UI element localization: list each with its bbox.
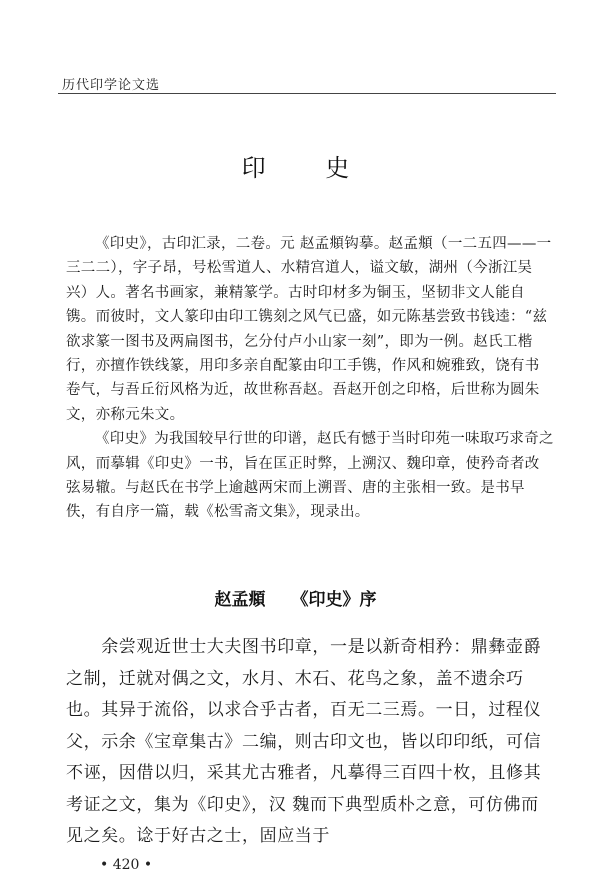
section-title-work: 《印史》序: [291, 590, 377, 610]
header-rule: [58, 93, 556, 94]
section-title-author: 赵孟頫: [214, 590, 266, 610]
intro-section: [66, 232, 554, 525]
body-section: [66, 632, 554, 853]
section-title: [0, 585, 591, 610]
intro-paragraph-1: 《印史》，古印汇录，二卷。元 赵孟頫钩摹。赵孟頫（一二五四——一三二二），字子昂，号松雪道人、水精宫道人，谥文敏，湖州（今浙江吴兴）人。著名书画家，兼精篆学。古时印材多为铜玉，坚韧非文人能自镌。而彼时，文人篆印由印工镌刻之风气已盛，如元陈基尝致书钱逵：“兹欲求篆一图书及两扁图书，乞分付卢小山家一刻”，即为一例。赵氏工楷行，亦擅作铁线篆，用印多亲自配篆由印工手镌，作风和婉雅致，饶有书卷气，与吾丘衍风格为近，故世称吾赵。吾赵开创之印格，后世称为圆朱文，亦称元朱文。: [66, 236, 552, 423]
running-head: 历代印学论文选: [62, 78, 161, 93]
page-number: • 420 •: [100, 857, 153, 873]
page-title: 印 史: [241, 154, 376, 182]
intro-paragraph-2: 《印史》为我国较早行世的印谱，赵氏有憾于当时印苑一味取巧求奇之风，而摹辑《印史》一书，旨在匡正时弊，上溯汉、魏印章，使矜奇者改弦易辙。与赵氏在书学上逾越两宋而上溯晋、唐的主张相一致。是书早佚，有自序一篇，载《松雪斋文集》，现录出。: [66, 431, 554, 521]
body-paragraph: 余尝观近世士大夫图书印章，一是以新奇相矜：鼎彝壶爵之制，迁就对偶之文，水月、木石、花鸟之象，盖不遗余巧也。其异于流俗，以求合乎古者，百无二三焉。一日，过程仪父，示余《宝章集古》二编，则古印文也，皆以印印纸，可信不诬，因借以归，采其尤古雅者，凡摹得三百四十枚，且修其考证之文，集为《印史》，汉 魏而下典型质朴之意，可仿佛而见之矣。谂于好古之士，固应当于: [66, 637, 542, 846]
